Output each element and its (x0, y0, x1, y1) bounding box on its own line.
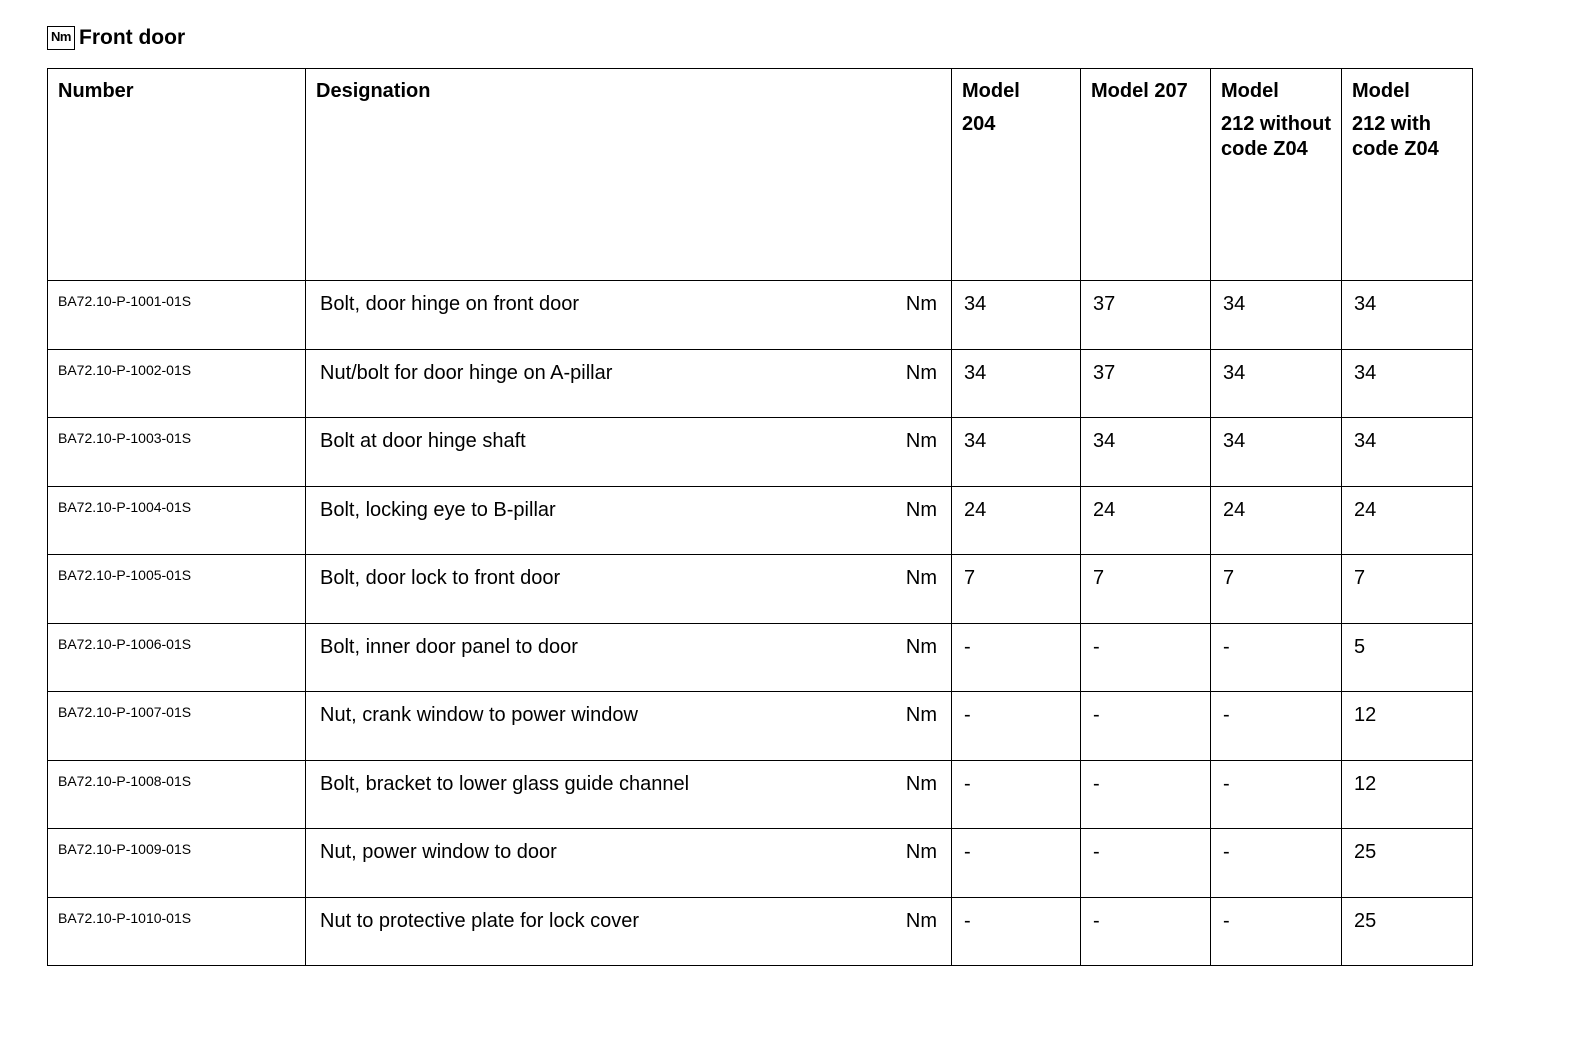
unit-label: Nm (905, 567, 937, 589)
cell-model-212-without-z04: 34 (1211, 418, 1342, 487)
cell-model-212-without-z04: - (1211, 897, 1342, 966)
cell-model-212-without-z04: - (1211, 760, 1342, 829)
cell-model-204: - (952, 623, 1081, 692)
cell-model-212-with-z04: 12 (1342, 692, 1473, 761)
cell-model-212-with-z04: 12 (1342, 760, 1473, 829)
table-row (48, 760, 1473, 829)
torque-table (47, 68, 1473, 966)
cell-model-212-without-z04: 34 (1211, 281, 1342, 350)
column-header-number: Number (48, 69, 306, 281)
cell-model-204: 34 (952, 281, 1081, 350)
designation-text: Nut/bolt for door hinge on A-pillar (320, 361, 613, 384)
cell-model-207: 37 (1081, 281, 1211, 350)
cell-designation (306, 555, 952, 624)
cell-model-207: 34 (1081, 418, 1211, 487)
cell-model-212-without-z04: 7 (1211, 555, 1342, 624)
cell-model-212-without-z04: - (1211, 692, 1342, 761)
cell-model-212-with-z04: 34 (1342, 281, 1473, 350)
column-header-designation: Designation (306, 69, 952, 281)
cell-model-207: 24 (1081, 486, 1211, 555)
cell-designation (306, 829, 952, 898)
table-header-row (48, 69, 1473, 281)
cell-designation (306, 623, 952, 692)
cell-designation (306, 281, 952, 350)
cell-model-204: 34 (952, 418, 1081, 487)
designation-text: Bolt, locking eye to B-pillar (320, 498, 556, 521)
column-header-model-212-with-z04 (1342, 69, 1473, 281)
unit-label: Nm (905, 772, 937, 795)
cell-model-212-without-z04: - (1211, 829, 1342, 898)
column-header-model-212a-line1: Model (1221, 80, 1279, 102)
cell-model-212-with-z04: 7 (1342, 555, 1473, 624)
unit-label: Nm (905, 361, 937, 384)
torque-nm-icon: Nm (47, 26, 75, 50)
cell-number: BA72.10-P-1006-01S (48, 623, 306, 692)
cell-model-207: - (1081, 760, 1211, 829)
cell-model-207: - (1081, 623, 1211, 692)
unit-label: Nm (905, 498, 937, 521)
unit-label: Nm (905, 909, 937, 932)
unit-label: Nm (905, 704, 937, 726)
cell-model-207: - (1081, 829, 1211, 898)
cell-model-204: 7 (952, 555, 1081, 624)
cell-model-212-without-z04: 34 (1211, 349, 1342, 418)
unit-label: Nm (905, 635, 937, 658)
cell-model-212-with-z04: 5 (1342, 623, 1473, 692)
column-header-model-212-without-z04 (1211, 69, 1342, 281)
cell-number: BA72.10-P-1002-01S (48, 349, 306, 418)
designation-text: Bolt, door lock to front door (320, 567, 561, 589)
cell-number: BA72.10-P-1009-01S (48, 829, 306, 898)
designation-text: Nut to protective plate for lock cover (320, 909, 640, 932)
designation-text: Bolt, bracket to lower glass guide channel (320, 772, 690, 795)
cell-number: BA72.10-P-1005-01S (48, 555, 306, 624)
cell-model-204: 34 (952, 349, 1081, 418)
column-header-model-207: Model 207 (1081, 69, 1211, 281)
column-header-model-204 (952, 69, 1081, 281)
cell-model-204: 24 (952, 486, 1081, 555)
designation-text: Bolt at door hinge shaft (320, 430, 526, 452)
cell-model-212-with-z04: 34 (1342, 349, 1473, 418)
unit-label: Nm (905, 293, 937, 315)
cell-designation (306, 760, 952, 829)
cell-model-204: - (952, 760, 1081, 829)
cell-model-207: 37 (1081, 349, 1211, 418)
table-row (48, 418, 1473, 487)
designation-text: Bolt, door hinge on front door (320, 293, 580, 315)
column-header-model-204-line2: 204 (962, 113, 996, 135)
table-row (48, 281, 1473, 350)
column-header-model-212a-line2: 212 without code Z04 (1221, 113, 1332, 160)
cell-designation (306, 349, 952, 418)
table-row (48, 555, 1473, 624)
table-row (48, 349, 1473, 418)
cell-model-212-with-z04: 24 (1342, 486, 1473, 555)
cell-model-207: - (1081, 692, 1211, 761)
page-title: Front door (79, 26, 186, 49)
cell-designation (306, 692, 952, 761)
cell-designation (306, 486, 952, 555)
designation-text: Bolt, inner door panel to door (320, 635, 578, 658)
designation-text: Nut, power window to door (320, 841, 557, 863)
cell-number: BA72.10-P-1007-01S (48, 692, 306, 761)
unit-label: Nm (905, 841, 937, 863)
cell-model-212-with-z04: 25 (1342, 829, 1473, 898)
cell-number: BA72.10-P-1001-01S (48, 281, 306, 350)
table-row (48, 829, 1473, 898)
table-body (48, 281, 1473, 966)
cell-number: BA72.10-P-1008-01S (48, 760, 306, 829)
table-row (48, 623, 1473, 692)
cell-model-207: 7 (1081, 555, 1211, 624)
designation-text: Nut, crank window to power window (320, 704, 638, 726)
cell-model-204: - (952, 692, 1081, 761)
column-header-model-212b-line2: 212 with code Z04 (1352, 113, 1439, 160)
unit-label: Nm (905, 430, 937, 452)
table-row (48, 897, 1473, 966)
cell-designation (306, 897, 952, 966)
cell-model-212-with-z04: 25 (1342, 897, 1473, 966)
cell-designation (306, 418, 952, 487)
cell-model-212-without-z04: 24 (1211, 486, 1342, 555)
cell-number: BA72.10-P-1004-01S (48, 486, 306, 555)
column-header-model-204-line1: Model (962, 80, 1020, 102)
cell-model-212-without-z04: - (1211, 623, 1342, 692)
cell-model-212-with-z04: 34 (1342, 418, 1473, 487)
cell-model-204: - (952, 897, 1081, 966)
cell-number: BA72.10-P-1010-01S (48, 897, 306, 966)
section-heading (47, 24, 185, 52)
cell-model-207: - (1081, 897, 1211, 966)
cell-number: BA72.10-P-1003-01S (48, 418, 306, 487)
cell-model-204: - (952, 829, 1081, 898)
table-row (48, 486, 1473, 555)
table-row (48, 692, 1473, 761)
column-header-model-212b-line1: Model (1352, 80, 1410, 102)
